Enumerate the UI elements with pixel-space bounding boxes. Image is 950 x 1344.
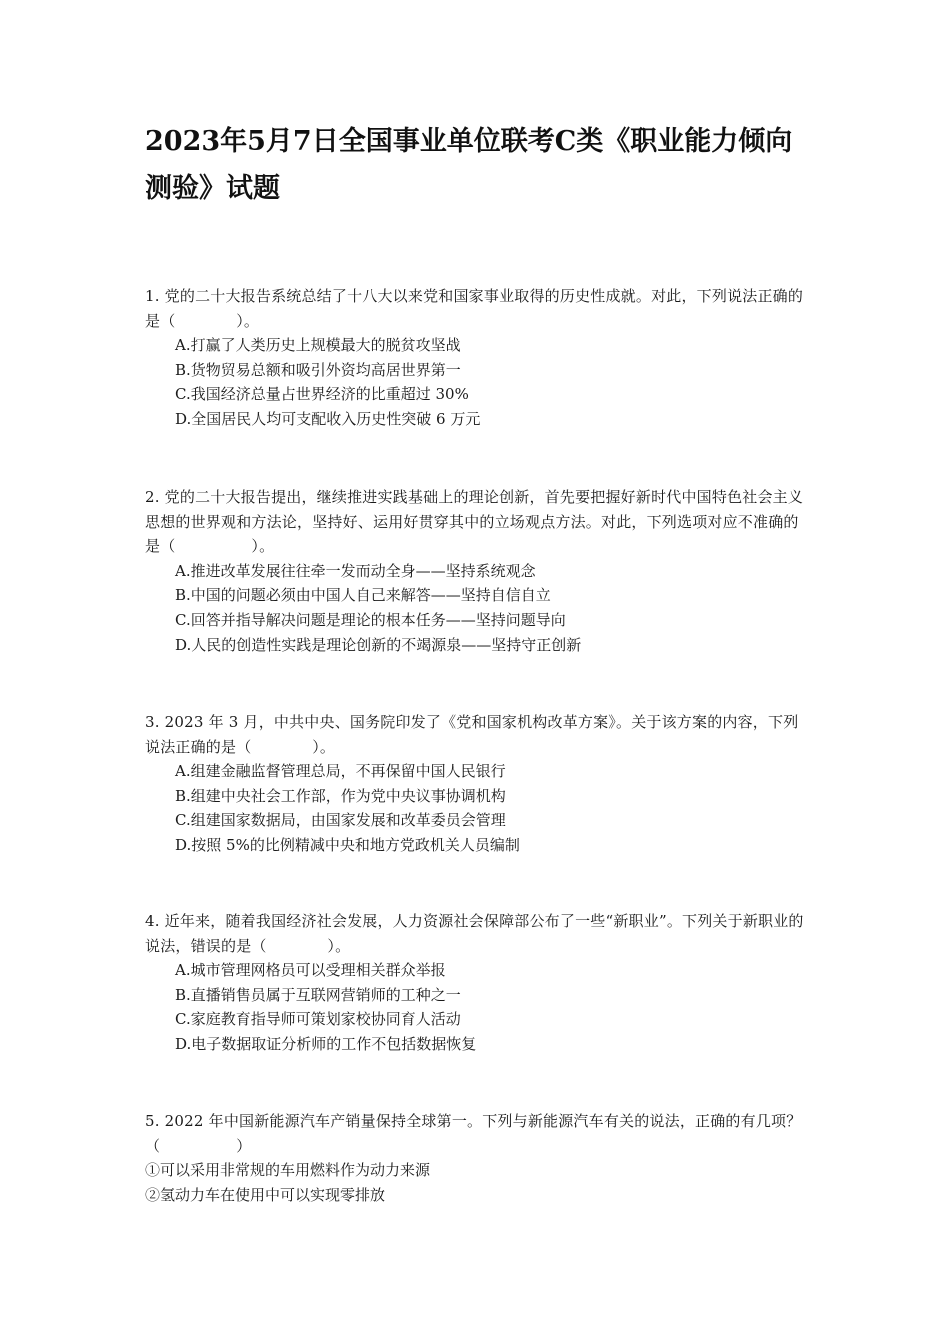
- option-d: D.电子数据取证分析师的工作不包括数据恢复: [175, 1034, 477, 1053]
- option-c: C.我国经济总量占世界经济的比重超过 30%: [175, 385, 469, 404]
- question-2: [145, 485, 810, 657]
- question-4: [145, 909, 810, 1057]
- option-c: C.组建国家数据局，由国家发展和改革委员会管理: [175, 811, 506, 830]
- question-1: [145, 284, 810, 432]
- question-3: [145, 710, 810, 858]
- question-stem: 5. 2022 年中国新能源汽车产销量保持全球第一。下列与新能源汽车有关的说法，正确的有几项？（ ）: [145, 1112, 802, 1155]
- statement-1: ①可以采用非常规的车用燃料作为动力来源: [145, 1161, 431, 1180]
- option-a: A.城市管理网格员可以受理相关群众举报: [175, 961, 446, 980]
- document-title: 2023年5月7日全国事业单位联考C类《职业能力倾向测验》试题: [145, 126, 793, 204]
- option-d: D.全国居民人均可支配收入历史性突破 6 万元: [175, 409, 481, 428]
- question-5: [145, 1109, 810, 1207]
- option-a: A.组建金融监督管理总局，不再保留中国人民银行: [175, 762, 506, 781]
- option-a: A.推进改革发展往往牵一发而动全身——坚持系统观念: [175, 561, 536, 580]
- question-stem: 2. 党的二十大报告提出，继续推进实践基础上的理论创新，首先要把握好新时代中国特色社会主义思想的世界观和方法论，坚持好、运用好贯穿其中的立场观点方法。对此，下列选项对应不准确的是（ ）。: [145, 488, 804, 556]
- option-b: B.直播销售员属于互联网营销师的工种之一: [175, 985, 461, 1004]
- option-d: D.按照 5%的比例精减中央和地方党政机关人员编制: [175, 835, 520, 854]
- option-b: B.中国的问题必须由中国人自己来解答——坚持自信自立: [175, 586, 551, 605]
- question-stem: 1. 党的二十大报告系统总结了十八大以来党和国家事业取得的历史性成就。对此，下列说法正确的是（ ）。: [145, 287, 804, 330]
- option-d: D.人民的创造性实践是理论创新的不竭源泉——坚持守正创新: [175, 635, 582, 654]
- question-stem: 4. 近年来，随着我国经济社会发展，人力资源社会保障部公布了一些“新职业”。下列关于新职业的说法，错误的是（ ）。: [145, 912, 804, 955]
- option-c: C.家庭教育指导师可策划家校协同育人活动: [175, 1010, 461, 1029]
- option-a: A.打赢了人类历史上规模最大的脱贫攻坚战: [175, 336, 461, 355]
- option-b: B.组建中央社会工作部，作为党中央议事协调机构: [175, 786, 506, 805]
- option-c: C.回答并指导解决问题是理论的根本任务——坚持问题导向: [175, 610, 566, 629]
- question-stem: 3. 2023 年 3 月，中共中央、国务院印发了《党和国家机构改革方案》。关于该方案的内容，下列说法正确的是（ ）。: [145, 713, 799, 756]
- statement-2: ②氢动力车在使用中可以实现零排放: [145, 1185, 386, 1204]
- option-b: B.货物贸易总额和吸引外资均高居世界第一: [175, 360, 461, 379]
